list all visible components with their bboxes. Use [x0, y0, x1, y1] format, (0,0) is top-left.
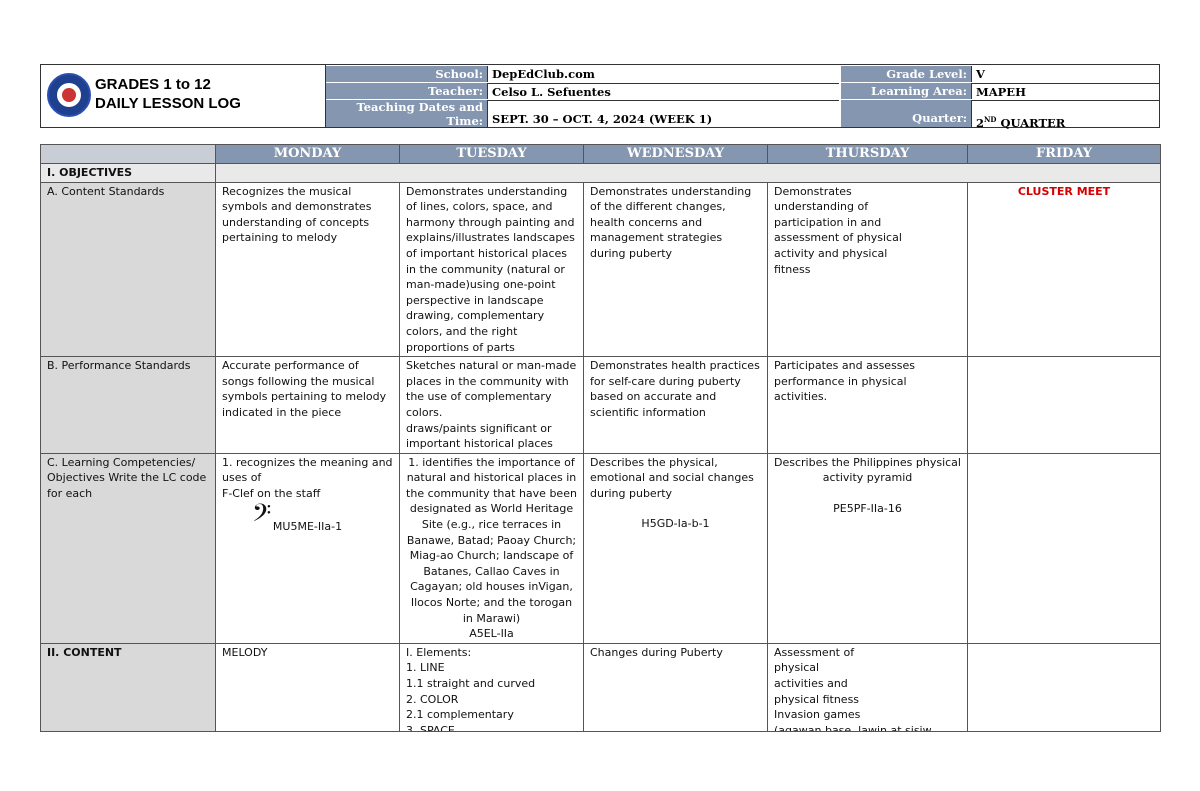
performance-standards-friday [968, 357, 1161, 454]
deped-seal-logo [47, 73, 91, 117]
learning-area-value: MAPEH [971, 83, 1159, 99]
lc-code-wednesday: H5GD-Ia-b-1 [641, 517, 710, 531]
learning-competencies-friday [968, 453, 1161, 643]
day-header-tuesday: TUESDAY [400, 145, 584, 164]
header-title-block [41, 65, 326, 127]
learning-competencies-monday: 1. recognizes the meaning and uses of F-Clef on the staff 𝄢 MU5ME-IIa-1 [216, 453, 400, 643]
daily-lesson-table [40, 144, 1161, 754]
lc-code-tuesday: A5EL-IIa [469, 627, 514, 641]
day-header-monday: MONDAY [216, 145, 400, 164]
day-header-wednesday: WEDNESDAY [584, 145, 768, 164]
content-standards-monday: Recognizes the musical symbols and demonstrates understanding of concepts pertaining to melody [216, 182, 400, 357]
lc-code-thursday: PE5PF-IIa-16 [833, 501, 902, 515]
content-standards-label: A. Content Standards [41, 182, 216, 357]
school-label: School: [326, 66, 487, 82]
performance-standards-wednesday: Demonstrates health practices for self-care during puberty based on accurate and scientific information [584, 357, 768, 454]
header-blank-cell [41, 145, 216, 164]
title-line-1: GRADES 1 to 12 [95, 76, 211, 93]
grade-level-value: V [971, 66, 1159, 82]
teaching-dates-label: Teaching Dates and Time: [326, 100, 487, 127]
content-monday: MELODY [216, 643, 400, 753]
page-bottom-margin [40, 731, 1161, 791]
header-title [95, 75, 241, 113]
day-header-thursday: THURSDAY [768, 145, 968, 164]
performance-standards-row [41, 357, 1161, 454]
friday-cluster-meet: CLUSTER MEET [968, 182, 1161, 357]
quarter-value: 2ND QUARTER [971, 100, 1159, 127]
content-tuesday: I. Elements: 1. LINE 1.1 straight and curved 2. COLOR 2.1 complementary [400, 643, 584, 753]
content-label: II. CONTENT [41, 643, 216, 753]
learning-area-label: Learning Area: [841, 83, 971, 99]
learning-competencies-wednesday: Describes the physical, emotional and social changes during puberty H5GD-Ia-b-1 [584, 453, 768, 643]
performance-standards-tuesday: Sketches natural or man-made places in the community with the use of complementary colors. draws/paints significant or important historical places [400, 357, 584, 454]
f-clef-icon: 𝄢 [252, 499, 272, 535]
day-header-friday: FRIDAY [968, 145, 1161, 164]
content-standards-tuesday: Demonstrates understanding of lines, colors, space, and harmony through painting and explains/illustrates landscapes of important historical places in the community (natural or man-made)using one-point perspective in landscape drawing, complementary colors, and the right proportions of parts [400, 182, 584, 357]
table-bottom-border [40, 731, 1161, 732]
title-line-2: DAILY LESSON LOG [95, 95, 241, 112]
content-standards-thursday: Demonstrates understanding of participation in and assessment of physical activity and physical fitness [768, 182, 968, 357]
objectives-section-fill [216, 164, 1161, 183]
content-standards-row [41, 182, 1161, 357]
learning-competencies-row [41, 453, 1161, 643]
content-standards-wednesday: Demonstrates understanding of the different changes, health concerns and management strategies during puberty [584, 182, 768, 357]
performance-standards-label: B. Performance Standards [41, 357, 216, 454]
quarter-label: Quarter: [841, 100, 971, 127]
learning-competencies-thursday: Describes the Philippines physical activity pyramid PE5PF-IIa-16 [768, 453, 968, 643]
learning-competencies-label: C. Learning Competencies/ Objectives Write the LC code for each [41, 453, 216, 643]
objectives-section-row [41, 164, 1161, 183]
lc-code-monday: MU5ME-IIa-1 [272, 520, 343, 534]
grade-level-label: Grade Level: [841, 66, 971, 82]
objectives-heading: I. OBJECTIVES [41, 164, 216, 183]
teacher-value: Celso L. Sefuentes [487, 83, 839, 99]
teacher-label: Teacher: [326, 83, 487, 99]
performance-standards-thursday: Participates and assesses performance in physical activities. [768, 357, 968, 454]
school-value: DepEdClub.com [487, 66, 839, 82]
learning-competencies-tuesday: 1. identifies the importance of natural and historical places in the community that have been designated as World Heritage Site (e.g., rice terraces in Banawe, Batad; Paoay Church; Miag-ao Church; landscape of Batanes, Callao Caves in Cagayan; old houses inVigan, Ilocos Norte; and the torogan in Marawi) A5EL-IIa [400, 453, 584, 643]
content-wednesday: Changes during Puberty [584, 643, 768, 753]
performance-standards-monday: Accurate performance of songs following the musical symbols pertaining to melody indicated in the piece [216, 357, 400, 454]
content-thursday: Assessment of physical activities and physical fitness Invasion games [768, 643, 968, 753]
teaching-dates-value: SEPT. 30 – OCT. 4, 2024 (WEEK 1) [487, 100, 839, 127]
day-header-row [41, 145, 1161, 164]
lesson-log-header [40, 64, 1160, 128]
